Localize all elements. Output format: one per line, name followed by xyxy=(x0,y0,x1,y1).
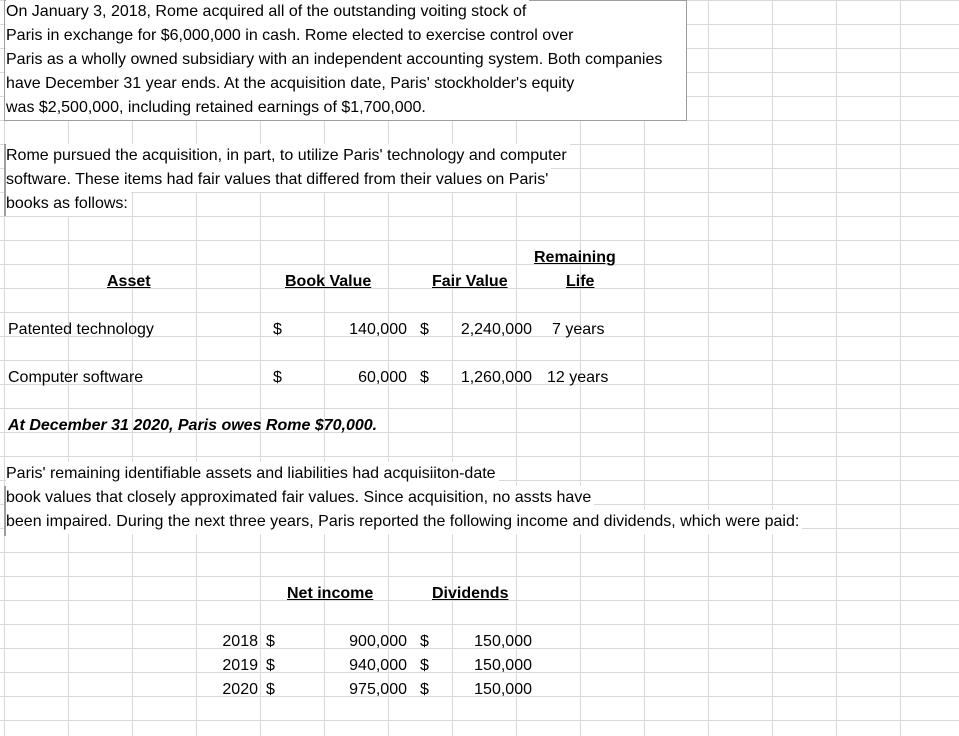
currency-symbol: $ xyxy=(420,681,429,698)
dividends-cell: 150,000 xyxy=(474,633,532,650)
header-remaining: Remaining xyxy=(534,249,616,266)
currency-symbol: $ xyxy=(273,321,282,338)
currency-symbol: $ xyxy=(420,633,429,650)
dividends-cell: 150,000 xyxy=(474,657,532,674)
asset-name: Computer software xyxy=(8,369,144,386)
owes-note: At December 31 2020, Paris owes Rome $70,000. xyxy=(8,417,378,434)
year-cell: 2020 xyxy=(222,681,258,698)
remaining-life-cell: 7 years xyxy=(552,321,605,338)
intro-line: was $2,500,000, including retained earnings of $1,700,000. xyxy=(6,96,429,120)
header-net-income: Net income xyxy=(287,585,374,602)
fair-value-cell: 2,240,000 xyxy=(460,321,532,338)
intro-line: On January 3, 2018, Rome acquired all of the outstanding voiting stock of xyxy=(6,0,529,24)
currency-symbol: $ xyxy=(420,369,429,386)
currency-symbol: $ xyxy=(420,321,429,338)
purpose-line: books as follows: xyxy=(6,192,131,216)
book-value-cell: 60,000 xyxy=(358,369,407,386)
net-income-cell: 900,000 xyxy=(349,633,407,650)
asset-name: Patented technology xyxy=(8,321,154,338)
currency-symbol: $ xyxy=(273,369,282,386)
currency-symbol: $ xyxy=(266,681,275,698)
purpose-line: software. These items had fair values that differed from their values on Paris' xyxy=(6,168,551,192)
header-dividends: Dividends xyxy=(432,585,509,602)
purpose-line: Rome pursued the acquisition, in part, to utilize Paris' technology and computer xyxy=(6,144,570,168)
remaining-line: book values that closely approximated fair values. Since acquisition, no assts have xyxy=(6,486,594,510)
header-book-value: Book Value xyxy=(285,273,372,290)
header-asset: Asset xyxy=(107,273,151,290)
dividends-cell: 150,000 xyxy=(474,681,532,698)
header-life: Life xyxy=(566,273,595,290)
year-cell: 2019 xyxy=(222,657,258,674)
currency-symbol: $ xyxy=(266,633,275,650)
remaining-life-cell: 12 years xyxy=(547,369,609,386)
intro-line: Paris as a wholly owned subsidiary with an independent accounting system. Both companies xyxy=(6,48,665,72)
currency-symbol: $ xyxy=(266,657,275,674)
header-fair-value: Fair Value xyxy=(432,273,508,290)
year-cell: 2018 xyxy=(222,633,258,650)
fair-value-cell: 1,260,000 xyxy=(460,369,532,386)
remaining-line: been impaired. During the next three years, Paris reported the following income and dividends, which were paid: xyxy=(6,510,802,534)
currency-symbol: $ xyxy=(420,657,429,674)
intro-line: Paris in exchange for $6,000,000 in cash. Rome elected to exercise control over xyxy=(6,24,576,48)
book-value-cell: 140,000 xyxy=(349,321,407,338)
remaining-line: Paris' remaining identifiable assets and liabilities had acquisiiton-date xyxy=(6,462,499,486)
intro-line: have December 31 year ends. At the acquisition date, Paris' stockholder's equity xyxy=(6,72,577,96)
net-income-cell: 940,000 xyxy=(349,657,407,674)
net-income-cell: 975,000 xyxy=(349,681,407,698)
